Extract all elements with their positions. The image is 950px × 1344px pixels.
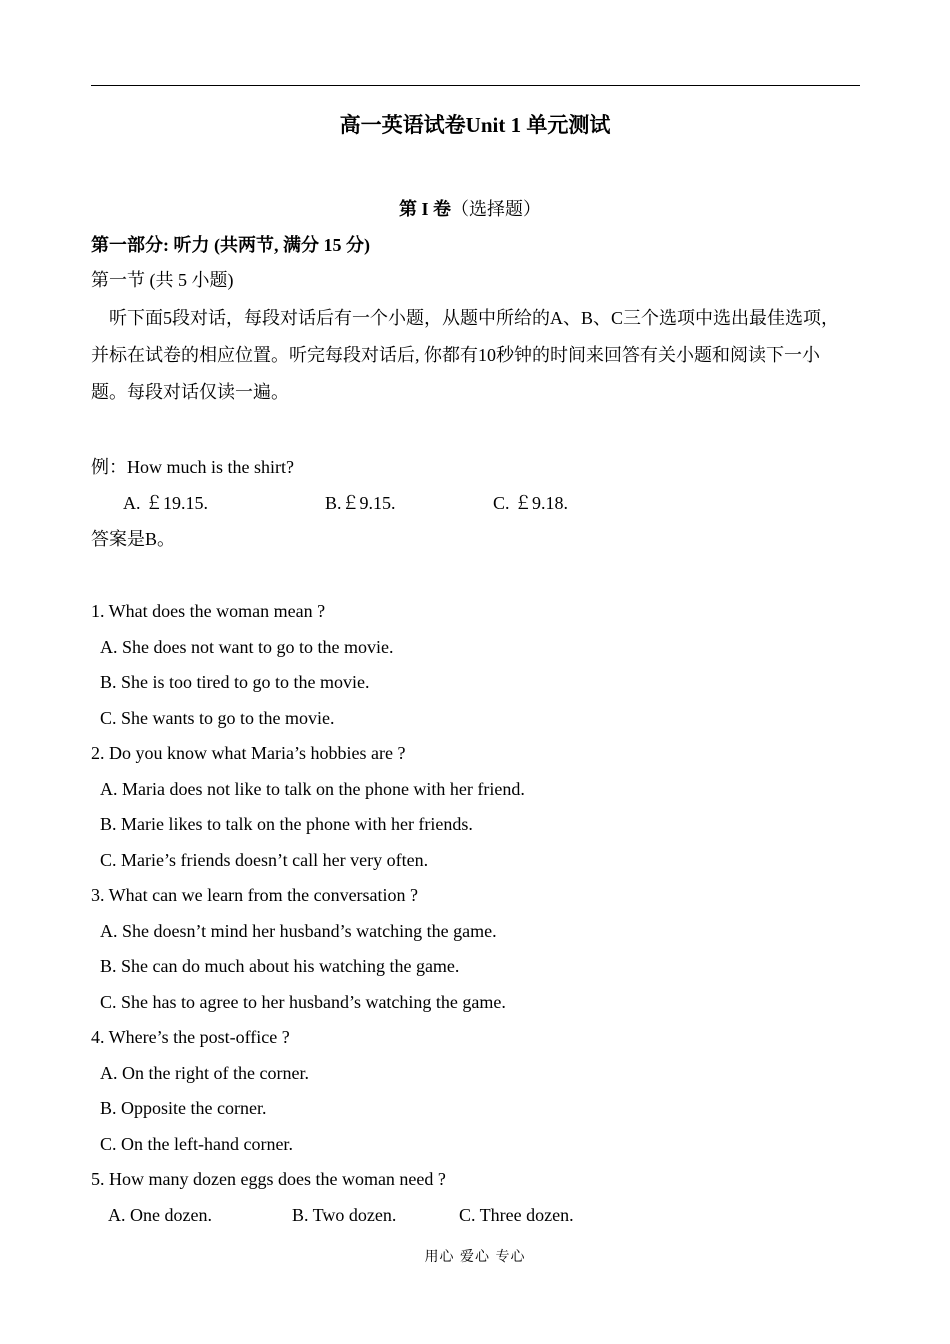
question-option: C. She wants to go to the movie. <box>100 708 335 728</box>
question-option: A. One dozen. <box>108 1205 212 1225</box>
instructions-line-1: 听下面5段对话，每段对话后有一个小题，从题中所给的A、B、C三个选项中选出最佳选项， <box>109 308 840 328</box>
question-option: B. She can do much about his watching the game. <box>100 956 460 976</box>
question-stem: 4. Where’s the post-office ? <box>91 1027 290 1047</box>
header-rule <box>91 85 860 86</box>
example-question: 例：How much is the shirt? <box>91 457 294 477</box>
question-option: C. Three dozen. <box>459 1205 574 1225</box>
instructions-line-3: 题。每段对话仅读一遍。 <box>91 382 289 402</box>
question-option: C. On the left-hand corner. <box>100 1134 293 1154</box>
question-option: A. Maria does not like to talk on the phone with her friend. <box>100 779 525 799</box>
question-stem: 3. What can we learn from the conversation ? <box>91 885 419 905</box>
question-stem: 1. What does the woman mean ? <box>91 601 326 621</box>
example-answer: 答案是B。 <box>91 529 176 549</box>
question-option: B. Two dozen. <box>292 1205 397 1225</box>
volume-heading-main: 第 I 卷 <box>398 199 451 219</box>
volume-heading-note: （选择题） <box>451 199 541 219</box>
part-heading: 第一部分: 听力 (共两节, 满分 15 分) <box>91 235 370 255</box>
question-option: A. She does not want to go to the movie. <box>100 637 394 657</box>
question-stem: 5. How many dozen eggs does the woman need ? <box>91 1169 446 1189</box>
question-option: B. Marie likes to talk on the phone with her friends. <box>100 814 473 834</box>
question-option: B. Opposite the corner. <box>100 1098 267 1118</box>
volume-heading <box>0 199 940 219</box>
question-option: C. She has to agree to her husband’s watching the game. <box>100 992 506 1012</box>
example-option-c: C. ￡9.18. <box>493 493 569 513</box>
question-option: A. On the right of the corner. <box>100 1063 309 1083</box>
instructions-line-2: 并标在试卷的相应位置。听完每段对话后, 你都有10秒钟的时间来回答有关小题和阅读下一小 <box>91 345 820 365</box>
question-option: C. Marie’s friends doesn’t call her very often. <box>100 850 429 870</box>
question-option: A. She doesn’t mind her husband’s watching the game. <box>100 921 497 941</box>
example-option-b: B.￡9.15. <box>325 493 396 513</box>
section-heading: 第一节 (共 5 小题) <box>91 270 234 290</box>
page-footer: 用心 爱心 专心 <box>424 1249 526 1265</box>
question-stem: 2. Do you know what Maria’s hobbies are ? <box>91 743 406 763</box>
example-option-a: A. ￡19.15. <box>123 493 208 513</box>
document-title: 高一英语试卷Unit 1 单元测试 <box>339 113 611 137</box>
question-option: B. She is too tired to go to the movie. <box>100 672 370 692</box>
